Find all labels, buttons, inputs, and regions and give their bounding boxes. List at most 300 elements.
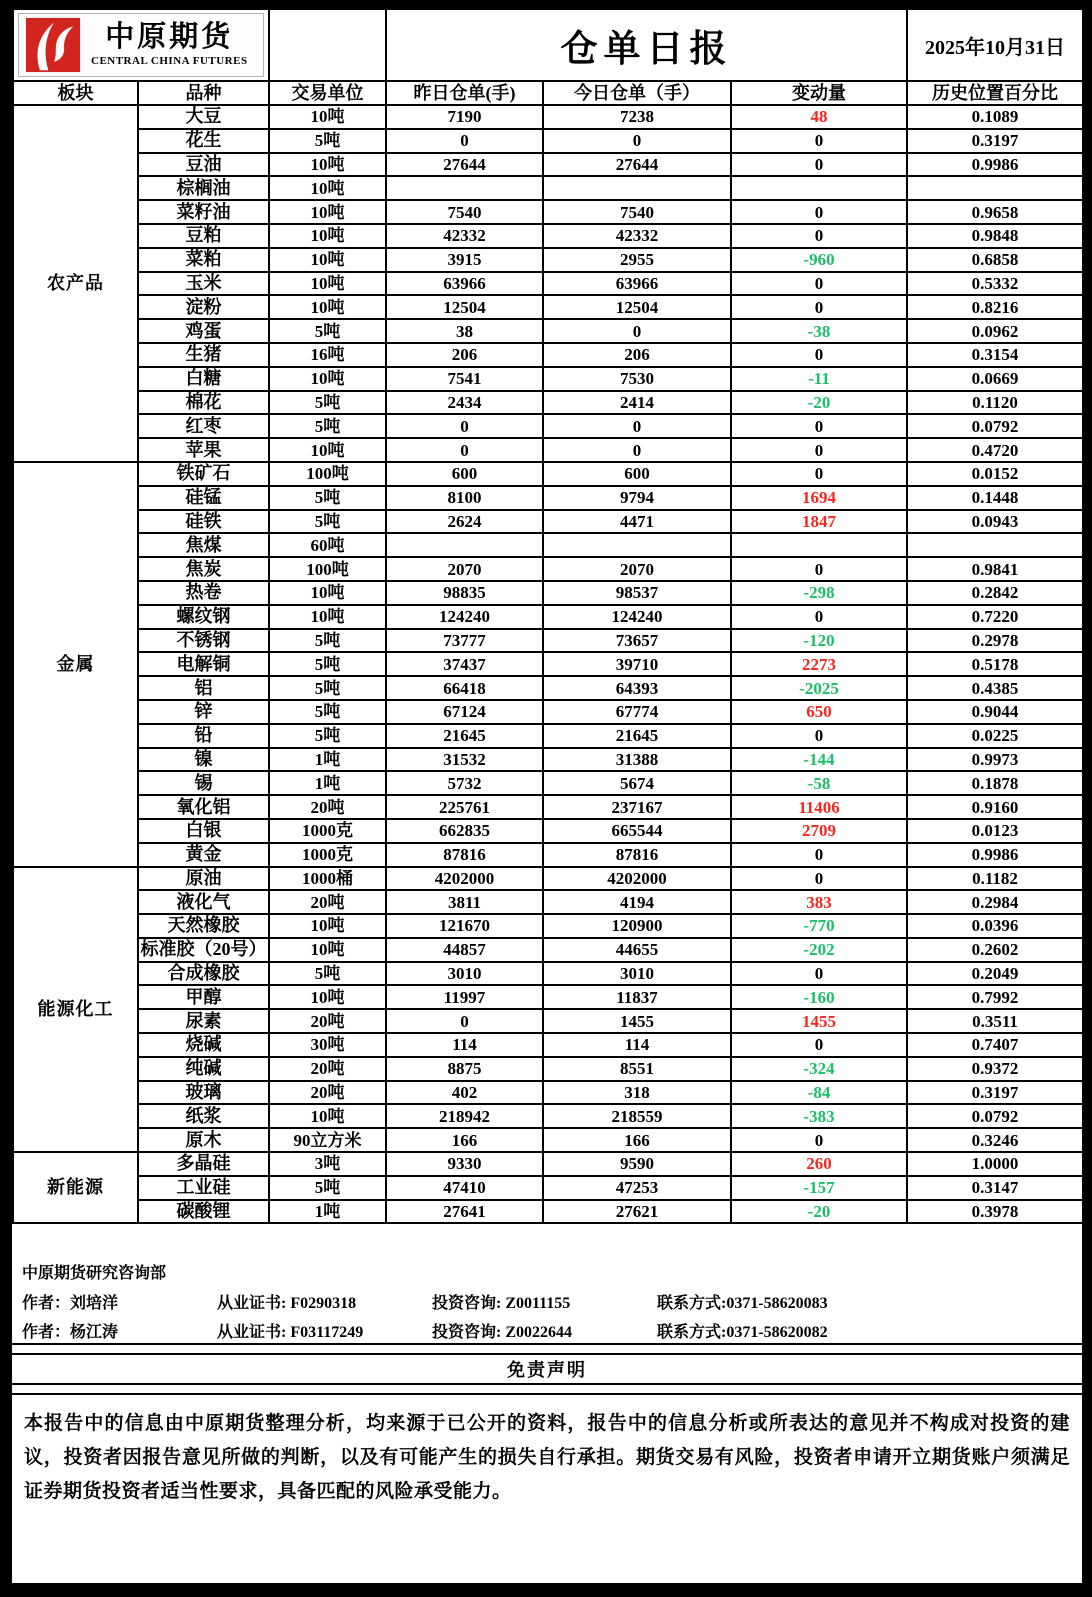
- today-cell: 39710: [543, 652, 731, 676]
- change-cell: 0: [731, 438, 907, 462]
- table-row: [13, 771, 1083, 795]
- pct-cell: 0.0225: [907, 724, 1083, 748]
- variety-cell: 红枣: [138, 414, 269, 438]
- change-cell: 383: [731, 890, 907, 914]
- variety-cell: 合成橡胶: [138, 962, 269, 986]
- pct-cell: 1.0000: [907, 1152, 1083, 1176]
- variety-cell: 螺纹钢: [138, 605, 269, 629]
- column-header-unit: 交易单位: [269, 81, 386, 105]
- change-cell: -144: [731, 748, 907, 772]
- variety-cell: 纸浆: [138, 1104, 269, 1128]
- unit-cell: 10吨: [269, 438, 386, 462]
- pct-cell: 0.0792: [907, 1104, 1083, 1128]
- pct-cell: [907, 176, 1083, 200]
- table-row: [13, 1081, 1083, 1105]
- variety-cell: 锌: [138, 700, 269, 724]
- section-label: 金属: [13, 462, 138, 867]
- variety-cell: 硅锰: [138, 486, 269, 510]
- today-cell: 5674: [543, 771, 731, 795]
- variety-cell: 黄金: [138, 843, 269, 867]
- unit-cell: 10吨: [269, 1104, 386, 1128]
- change-cell: [731, 533, 907, 557]
- change-cell: 650: [731, 700, 907, 724]
- variety-cell: 烧碱: [138, 1033, 269, 1057]
- pct-cell: 0.2842: [907, 581, 1083, 605]
- change-cell: -120: [731, 629, 907, 653]
- yesterday-cell: [386, 176, 543, 200]
- change-cell: 0: [731, 1128, 907, 1152]
- pct-cell: 0.1878: [907, 771, 1083, 795]
- pct-cell: 0.3197: [907, 1081, 1083, 1105]
- table-row: [13, 890, 1083, 914]
- today-cell: 237167: [543, 795, 731, 819]
- variety-cell: 菜籽油: [138, 200, 269, 224]
- unit-cell: 20吨: [269, 890, 386, 914]
- table-row: [13, 938, 1083, 962]
- table-row: [13, 272, 1083, 296]
- today-cell: 2955: [543, 248, 731, 272]
- pct-cell: 0.0123: [907, 819, 1083, 843]
- unit-cell: 10吨: [269, 224, 386, 248]
- yesterday-cell: 8875: [386, 1057, 543, 1081]
- pct-cell: 0.5178: [907, 652, 1083, 676]
- today-cell: 124240: [543, 605, 731, 629]
- variety-cell: 多晶硅: [138, 1152, 269, 1176]
- variety-cell: 花生: [138, 129, 269, 153]
- pct-cell: 0.2049: [907, 962, 1083, 986]
- yesterday-cell: 66418: [386, 676, 543, 700]
- author-line: [22, 1290, 1082, 1313]
- table-row: [13, 676, 1083, 700]
- change-cell: 0: [731, 962, 907, 986]
- logo-company-name: 中原期货: [105, 21, 234, 53]
- change-cell: 260: [731, 1152, 907, 1176]
- today-cell: 0: [543, 129, 731, 153]
- table-row: [13, 962, 1083, 986]
- today-cell: 27621: [543, 1200, 731, 1224]
- today-cell: 218559: [543, 1104, 731, 1128]
- pct-cell: 0.3147: [907, 1176, 1083, 1200]
- unit-cell: 5吨: [269, 129, 386, 153]
- table-row: [13, 748, 1083, 772]
- variety-cell: 纯碱: [138, 1057, 269, 1081]
- table-row: [13, 629, 1083, 653]
- author-contact: 联系方式:0371-58620082: [657, 1324, 828, 1342]
- table-row: [13, 176, 1083, 200]
- table-row: [13, 153, 1083, 177]
- variety-cell: 铅: [138, 724, 269, 748]
- variety-cell: 白糖: [138, 367, 269, 391]
- yesterday-cell: 2070: [386, 557, 543, 581]
- today-cell: [543, 533, 731, 557]
- change-cell: 48: [731, 105, 907, 129]
- author-name: 作者：杨江涛: [22, 1324, 119, 1342]
- column-header-change: 变动量: [731, 81, 907, 105]
- change-cell: 0: [731, 843, 907, 867]
- today-cell: 114: [543, 1033, 731, 1057]
- pct-cell: 0.3978: [907, 1200, 1083, 1224]
- author-cert: 从业证书: F03117249: [217, 1324, 364, 1342]
- company-logo: [13, 9, 269, 81]
- table-row: [13, 295, 1083, 319]
- table-row: [13, 985, 1083, 1009]
- change-cell: -20: [731, 391, 907, 415]
- variety-cell: 镍: [138, 748, 269, 772]
- pct-cell: 0.2602: [907, 938, 1083, 962]
- unit-cell: 10吨: [269, 367, 386, 391]
- unit-cell: 5吨: [269, 700, 386, 724]
- variety-cell: 棕榈油: [138, 176, 269, 200]
- yesterday-cell: 12504: [386, 295, 543, 319]
- change-cell: -11: [731, 367, 907, 391]
- table-row: [13, 462, 1083, 486]
- change-cell: 1847: [731, 510, 907, 534]
- change-cell: -960: [731, 248, 907, 272]
- variety-cell: 玉米: [138, 272, 269, 296]
- table-row: [13, 819, 1083, 843]
- change-cell: 1455: [731, 1009, 907, 1033]
- yesterday-cell: 63966: [386, 272, 543, 296]
- pct-cell: 0.1182: [907, 867, 1083, 891]
- today-cell: 67774: [543, 700, 731, 724]
- variety-cell: 天然橡胶: [138, 914, 269, 938]
- variety-cell: 硅铁: [138, 510, 269, 534]
- change-cell: -157: [731, 1176, 907, 1200]
- unit-cell: 5吨: [269, 510, 386, 534]
- yesterday-cell: 37437: [386, 652, 543, 676]
- unit-cell: 1吨: [269, 771, 386, 795]
- yesterday-cell: 38: [386, 319, 543, 343]
- pct-cell: 0.4720: [907, 438, 1083, 462]
- today-cell: 206: [543, 343, 731, 367]
- today-cell: 63966: [543, 272, 731, 296]
- variety-cell: 液化气: [138, 890, 269, 914]
- yesterday-cell: [386, 533, 543, 557]
- variety-cell: 豆油: [138, 153, 269, 177]
- pct-cell: 0.0943: [907, 510, 1083, 534]
- section-label: 能源化工: [13, 867, 138, 1153]
- today-cell: [543, 176, 731, 200]
- unit-cell: 100吨: [269, 462, 386, 486]
- table-row: [13, 510, 1083, 534]
- variety-cell: 不锈钢: [138, 629, 269, 653]
- research-dept: 中原期货研究咨询部: [22, 1265, 167, 1283]
- column-header-variety: 品种: [138, 81, 269, 105]
- yesterday-cell: 67124: [386, 700, 543, 724]
- change-cell: 0: [731, 724, 907, 748]
- pct-cell: 0.2978: [907, 629, 1083, 653]
- yesterday-cell: 44857: [386, 938, 543, 962]
- unit-cell: 20吨: [269, 795, 386, 819]
- change-cell: 0: [731, 272, 907, 296]
- change-cell: 0: [731, 129, 907, 153]
- table-row: [13, 129, 1083, 153]
- pct-cell: 0.0669: [907, 367, 1083, 391]
- report-date: 2025年10月31日: [907, 9, 1083, 81]
- today-cell: 120900: [543, 914, 731, 938]
- yesterday-cell: 662835: [386, 819, 543, 843]
- unit-cell: 10吨: [269, 581, 386, 605]
- today-cell: 4202000: [543, 867, 731, 891]
- change-cell: 0: [731, 1033, 907, 1057]
- variety-cell: 白银: [138, 819, 269, 843]
- variety-cell: 鸡蛋: [138, 319, 269, 343]
- pct-cell: 0.9372: [907, 1057, 1083, 1081]
- yesterday-cell: 3915: [386, 248, 543, 272]
- table-row: [13, 700, 1083, 724]
- disclaimer-body: 本报告中的信息由中原期货整理分析，均来源于已公开的资料，报告中的信息分析或所表达的意见并不构成对投资的建议，投资者因报告意见所做的判断，以及有可能产生的损失自行承担。期货交易有风险，投资者申请开立期货账户须满足证券期货投资者适当性要求，具备匹配的风险承受能力。: [12, 1393, 1082, 1509]
- unit-cell: 10吨: [269, 248, 386, 272]
- table-row: [13, 914, 1083, 938]
- variety-cell: 豆粕: [138, 224, 269, 248]
- pct-cell: 0.9658: [907, 200, 1083, 224]
- logo-box: [18, 13, 264, 77]
- yesterday-cell: 7540: [386, 200, 543, 224]
- change-cell: 2709: [731, 819, 907, 843]
- change-cell: 1694: [731, 486, 907, 510]
- today-cell: 318: [543, 1081, 731, 1105]
- pct-cell: 0.9044: [907, 700, 1083, 724]
- pct-cell: [907, 533, 1083, 557]
- unit-cell: 10吨: [269, 200, 386, 224]
- unit-cell: 20吨: [269, 1009, 386, 1033]
- today-cell: 4194: [543, 890, 731, 914]
- change-cell: 0: [731, 200, 907, 224]
- table-row: [13, 652, 1083, 676]
- today-cell: 0: [543, 414, 731, 438]
- report-table-body: [13, 105, 1083, 1223]
- unit-cell: 90立方米: [269, 1128, 386, 1152]
- unit-cell: 3吨: [269, 1152, 386, 1176]
- unit-cell: 5吨: [269, 676, 386, 700]
- today-cell: 47253: [543, 1176, 731, 1200]
- unit-cell: 1吨: [269, 1200, 386, 1224]
- pct-cell: 0.3511: [907, 1009, 1083, 1033]
- change-cell: 0: [731, 414, 907, 438]
- change-cell: 0: [731, 153, 907, 177]
- author-consult: 投资咨询: Z0022644: [432, 1324, 573, 1342]
- yesterday-cell: 2624: [386, 510, 543, 534]
- today-cell: 7238: [543, 105, 731, 129]
- table-row: [13, 367, 1083, 391]
- research-dept-block: [12, 1224, 1082, 1345]
- yesterday-cell: 4202000: [386, 867, 543, 891]
- unit-cell: 5吨: [269, 652, 386, 676]
- variety-cell: 标准胶（20号）: [138, 938, 269, 962]
- yesterday-cell: 3811: [386, 890, 543, 914]
- pct-cell: 0.9973: [907, 748, 1083, 772]
- variety-cell: 淀粉: [138, 295, 269, 319]
- variety-cell: 原木: [138, 1128, 269, 1152]
- today-cell: 0: [543, 319, 731, 343]
- table-row: [13, 391, 1083, 415]
- change-cell: -770: [731, 914, 907, 938]
- change-cell: 0: [731, 557, 907, 581]
- unit-cell: 10吨: [269, 985, 386, 1009]
- change-cell: -202: [731, 938, 907, 962]
- pct-cell: 0.9848: [907, 224, 1083, 248]
- table-row: [13, 605, 1083, 629]
- pct-cell: 0.8216: [907, 295, 1083, 319]
- today-cell: 9590: [543, 1152, 731, 1176]
- variety-cell: 棉花: [138, 391, 269, 415]
- column-header-today: 今日仓单（手）: [543, 81, 731, 105]
- table-row: [13, 1057, 1083, 1081]
- table-row: [13, 1128, 1083, 1152]
- yesterday-cell: 8100: [386, 486, 543, 510]
- unit-cell: 5吨: [269, 319, 386, 343]
- today-cell: 4471: [543, 510, 731, 534]
- unit-cell: 10吨: [269, 272, 386, 296]
- report-header: [13, 9, 1083, 81]
- today-cell: 7530: [543, 367, 731, 391]
- pct-cell: 0.5332: [907, 272, 1083, 296]
- today-cell: 1455: [543, 1009, 731, 1033]
- report-title: 仓单日报: [386, 9, 907, 81]
- pct-cell: 0.9841: [907, 557, 1083, 581]
- variety-cell: 尿素: [138, 1009, 269, 1033]
- change-cell: 0: [731, 295, 907, 319]
- variety-cell: 电解铜: [138, 652, 269, 676]
- today-cell: 3010: [543, 962, 731, 986]
- column-header-yesterday: 昨日仓单(手): [386, 81, 543, 105]
- variety-cell: 铁矿石: [138, 462, 269, 486]
- table-row: [13, 319, 1083, 343]
- yesterday-cell: 2434: [386, 391, 543, 415]
- unit-cell: 1吨: [269, 748, 386, 772]
- today-cell: 44655: [543, 938, 731, 962]
- variety-cell: 大豆: [138, 105, 269, 129]
- unit-cell: 10吨: [269, 105, 386, 129]
- today-cell: 600: [543, 462, 731, 486]
- yesterday-cell: 47410: [386, 1176, 543, 1200]
- author-line: [22, 1319, 1082, 1342]
- yesterday-cell: 98835: [386, 581, 543, 605]
- today-cell: 27644: [543, 153, 731, 177]
- variety-cell: 铝: [138, 676, 269, 700]
- change-cell: -324: [731, 1057, 907, 1081]
- change-cell: 0: [731, 867, 907, 891]
- divider-gap: [12, 1345, 1082, 1353]
- pct-cell: 0.7220: [907, 605, 1083, 629]
- yesterday-cell: 166: [386, 1128, 543, 1152]
- table-row: [13, 1104, 1083, 1128]
- unit-cell: 10吨: [269, 914, 386, 938]
- table-row: [13, 557, 1083, 581]
- table-row: [13, 843, 1083, 867]
- column-header-pct: 历史位置百分比: [907, 81, 1083, 105]
- table-row: [13, 1176, 1083, 1200]
- change-cell: 0: [731, 343, 907, 367]
- yesterday-cell: 402: [386, 1081, 543, 1105]
- change-cell: -160: [731, 985, 907, 1009]
- change-cell: 0: [731, 224, 907, 248]
- yesterday-cell: 3010: [386, 962, 543, 986]
- variety-cell: 锡: [138, 771, 269, 795]
- unit-cell: 1000克: [269, 819, 386, 843]
- variety-cell: 原油: [138, 867, 269, 891]
- pct-cell: 0.1089: [907, 105, 1083, 129]
- yesterday-cell: 5732: [386, 771, 543, 795]
- change-cell: -84: [731, 1081, 907, 1105]
- pct-cell: 0.9160: [907, 795, 1083, 819]
- today-cell: 31388: [543, 748, 731, 772]
- variety-cell: 热卷: [138, 581, 269, 605]
- yesterday-cell: 114: [386, 1033, 543, 1057]
- yesterday-cell: 121670: [386, 914, 543, 938]
- yesterday-cell: 42332: [386, 224, 543, 248]
- author-lines: [22, 1290, 1082, 1342]
- unit-cell: 20吨: [269, 1057, 386, 1081]
- unit-cell: 100吨: [269, 557, 386, 581]
- unit-cell: 5吨: [269, 629, 386, 653]
- unit-cell: 1000克: [269, 843, 386, 867]
- pct-cell: 0.3197: [907, 129, 1083, 153]
- pct-cell: 0.0396: [907, 914, 1083, 938]
- column-header-sector: 板块: [13, 81, 138, 105]
- today-cell: 166: [543, 1128, 731, 1152]
- change-cell: 2273: [731, 652, 907, 676]
- today-cell: 0: [543, 438, 731, 462]
- table-row: [13, 486, 1083, 510]
- unit-cell: 20吨: [269, 1081, 386, 1105]
- yesterday-cell: 124240: [386, 605, 543, 629]
- variety-cell: 碳酸锂: [138, 1200, 269, 1224]
- pct-cell: 0.6858: [907, 248, 1083, 272]
- yesterday-cell: 0: [386, 414, 543, 438]
- header-empty-cell: [269, 9, 386, 81]
- table-row: [13, 105, 1083, 129]
- yesterday-cell: 9330: [386, 1152, 543, 1176]
- report-table: [12, 8, 1084, 1224]
- author-contact: 联系方式:0371-58620083: [657, 1295, 828, 1313]
- disclaimer-title: 免责声明: [12, 1353, 1082, 1385]
- yesterday-cell: 218942: [386, 1104, 543, 1128]
- unit-cell: 5吨: [269, 1176, 386, 1200]
- yesterday-cell: 0: [386, 129, 543, 153]
- variety-cell: 苹果: [138, 438, 269, 462]
- change-cell: 0: [731, 462, 907, 486]
- yesterday-cell: 27644: [386, 153, 543, 177]
- table-row: [13, 724, 1083, 748]
- pct-cell: 0.4385: [907, 676, 1083, 700]
- today-cell: 12504: [543, 295, 731, 319]
- table-row: [13, 414, 1083, 438]
- today-cell: 73657: [543, 629, 731, 653]
- unit-cell: 5吨: [269, 391, 386, 415]
- unit-cell: 5吨: [269, 414, 386, 438]
- author-consult: 投资咨询: Z0011155: [432, 1295, 571, 1313]
- table-row: [13, 1152, 1083, 1176]
- variety-cell: 甲醇: [138, 985, 269, 1009]
- pct-cell: 0.1448: [907, 486, 1083, 510]
- variety-cell: 玻璃: [138, 1081, 269, 1105]
- unit-cell: 5吨: [269, 486, 386, 510]
- unit-cell: 10吨: [269, 605, 386, 629]
- today-cell: 11837: [543, 985, 731, 1009]
- pct-cell: 0.0962: [907, 319, 1083, 343]
- yesterday-cell: 7541: [386, 367, 543, 391]
- today-cell: 9794: [543, 486, 731, 510]
- change-cell: [731, 176, 907, 200]
- change-cell: -298: [731, 581, 907, 605]
- table-row: [13, 1200, 1083, 1224]
- change-cell: 11406: [731, 795, 907, 819]
- yesterday-cell: 7190: [386, 105, 543, 129]
- pct-cell: 0.2984: [907, 890, 1083, 914]
- pct-cell: 0.7407: [907, 1033, 1083, 1057]
- table-row: [13, 581, 1083, 605]
